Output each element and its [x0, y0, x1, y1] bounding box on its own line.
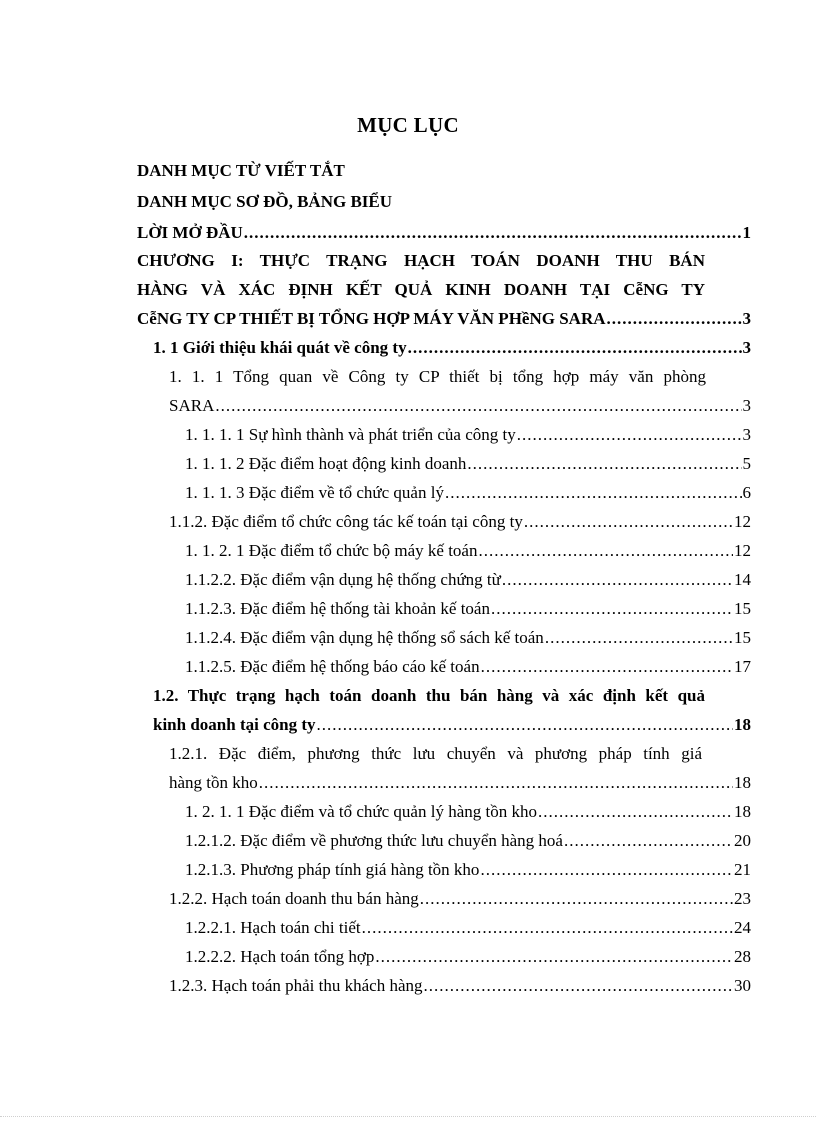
toc-page-number: 15	[734, 628, 751, 647]
toc-entry-text: DANH MỤC SƠ ĐỒ, BẢNG BIỂU	[137, 192, 393, 211]
toc-page-number: 6	[742, 483, 751, 502]
toc-leader	[480, 857, 733, 883]
toc-entry[interactable]	[169, 509, 751, 535]
toc-page-number: 3	[742, 338, 751, 357]
toc-leader	[244, 220, 742, 246]
toc-entry-text: SARA	[169, 396, 215, 415]
toc-entry[interactable]	[185, 451, 751, 477]
toc-leader	[491, 596, 733, 622]
toc-entry-text: 1.1.2.3. Đặc điểm hệ thống tài khoản kế toán	[185, 599, 490, 618]
toc-entry[interactable]	[169, 393, 751, 419]
toc-leader	[545, 625, 733, 651]
toc-entry[interactable]	[185, 799, 751, 825]
toc-entry-text: 1.2.3. Hạch toán phải thu khách hàng	[169, 976, 423, 995]
toc-page-number: 23	[734, 889, 751, 908]
toc-entry-text: 1. 1. 1. 1 Sự hình thành và phát triển của công ty	[185, 425, 516, 444]
toc-entry[interactable]	[137, 158, 751, 184]
toc-entry[interactable]	[137, 306, 751, 332]
toc-leader	[524, 509, 733, 535]
toc-entry[interactable]	[185, 915, 751, 941]
toc-page-number: 18	[734, 773, 751, 792]
toc-page-number: 1	[742, 223, 751, 242]
toc-entry-text: 1.2.1.2. Đặc điểm về phương thức lưu chuyển hàng hoá	[185, 831, 563, 850]
toc-entry[interactable]	[169, 364, 706, 390]
toc-page-number: 18	[734, 802, 751, 821]
toc-entry-text: LỜI MỞ ĐẦU	[137, 223, 243, 242]
toc-entry-text: 1.1.2. Đặc điểm tổ chức công tác kế toán tại công ty	[169, 512, 523, 531]
toc-leader	[408, 335, 742, 361]
toc-page-number: 12	[734, 541, 751, 560]
toc-entry[interactable]	[169, 973, 751, 999]
toc-page-number: 3	[742, 425, 751, 444]
toc-entry-text: DANH MỤC TỪ VIẾT TẮT	[137, 161, 345, 180]
toc-entry[interactable]	[185, 596, 751, 622]
toc-entry[interactable]	[137, 277, 705, 303]
toc-page-number: 3	[742, 396, 751, 415]
toc-page-number: 3	[742, 309, 751, 328]
toc-leader	[481, 654, 733, 680]
toc-entry-text: 1.2.2. Hạch toán doanh thu bán hàng	[169, 889, 419, 908]
toc-leader	[445, 480, 742, 506]
toc-entry-text: hàng tồn kho	[169, 773, 258, 792]
toc-leader	[467, 451, 741, 477]
toc-leader	[502, 567, 733, 593]
toc-entry[interactable]	[185, 480, 751, 506]
toc-entry-text: 1.2. Thực trạng hạch toán doanh thu bán hàng và xác định kết quả	[153, 686, 705, 705]
toc-entry[interactable]	[185, 538, 751, 564]
toc-page-number: 15	[734, 599, 751, 618]
toc-leader	[215, 393, 741, 419]
toc-entry[interactable]	[185, 422, 751, 448]
toc-page-number: 28	[734, 947, 751, 966]
toc-entry[interactable]	[185, 654, 751, 680]
toc-entry[interactable]	[185, 625, 751, 651]
toc-entry-text: 1.2.1.3. Phương pháp tính giá hàng tồn kho	[185, 860, 480, 879]
toc-page-number: 18	[734, 715, 751, 734]
toc-leader	[424, 973, 733, 999]
toc-page-number: 17	[734, 657, 751, 676]
toc-entry-text: 1.2.1. Đặc điểm, phương thức lưu chuyển và phương pháp tính giá	[169, 744, 702, 763]
toc-leader	[420, 886, 733, 912]
toc-entry-text: 1. 2. 1. 1 Đặc điểm và tổ chức quản lý hàng tồn kho	[185, 802, 537, 821]
toc-entry-text: 1.1.2.4. Đặc điểm vận dụng hệ thống sổ sách kế toán	[185, 628, 544, 647]
toc-page-number: 5	[742, 454, 751, 473]
toc-entry-text: 1. 1. 1. 3 Đặc điểm về tổ chức quản lý	[185, 483, 444, 502]
toc-entry[interactable]	[185, 857, 751, 883]
page-title: MỤC LỤC	[357, 113, 459, 137]
toc-leader	[517, 422, 742, 448]
toc-leader	[375, 944, 733, 970]
toc-entry-text: 1. 1. 1. 2 Đặc điểm hoạt động kinh doanh	[185, 454, 467, 473]
toc-page-number: 14	[734, 570, 751, 589]
toc-entry[interactable]	[169, 770, 751, 796]
toc-leader	[564, 828, 733, 854]
toc-entry-text: 1.1.2.2. Đặc điểm vận dụng hệ thống chứng từ	[185, 570, 501, 589]
toc-entry[interactable]	[169, 741, 702, 767]
toc-entry[interactable]	[137, 248, 705, 274]
toc-entry-text: CHƯƠNG I: THỰC TRẠNG HẠCH TOÁN DOANH THU BÁN	[137, 251, 705, 270]
page-bottom-divider	[0, 1116, 816, 1117]
toc-entry-text: 1.2.2.2. Hạch toán tổng hợp	[185, 947, 375, 966]
toc-entry[interactable]	[137, 189, 751, 215]
toc-page-number: 24	[734, 918, 751, 937]
toc-entry-text: 1. 1. 2. 1 Đặc điểm tổ chức bộ máy kế toán	[185, 541, 478, 560]
toc-entry[interactable]	[153, 335, 751, 361]
toc-entry[interactable]	[185, 944, 751, 970]
toc-entry[interactable]	[153, 712, 751, 738]
toc-entry[interactable]	[169, 886, 751, 912]
toc-entry[interactable]	[185, 828, 751, 854]
toc-page-number: 30	[734, 976, 751, 995]
toc-leader	[538, 799, 733, 825]
toc-entry-text: kinh doanh tại công ty	[153, 715, 316, 734]
toc-page-number: 20	[734, 831, 751, 850]
toc-entry-text: 1.1.2.5. Đặc điểm hệ thống báo cáo kế toán	[185, 657, 480, 676]
toc-entry-text: 1. 1 Giới thiệu khái quát về công ty	[153, 338, 407, 357]
toc-entry-text: 1.2.2.1. Hạch toán chi tiết	[185, 918, 361, 937]
toc-leader	[607, 306, 742, 332]
toc-entry-text: HÀNG VÀ XÁC ĐỊNH KẾT QUẢ KINH DOANH TẠI CễNG TY	[137, 280, 705, 299]
toc-leader	[362, 915, 733, 941]
toc-entry[interactable]	[137, 220, 751, 246]
toc-leader	[317, 712, 734, 738]
toc-page-number: 21	[734, 860, 751, 879]
toc-entry[interactable]	[185, 567, 751, 593]
toc-entry[interactable]	[153, 683, 705, 709]
toc-entry-text: 1. 1. 1 Tổng quan về Công ty CP thiết bị tổng hợp máy văn phòng	[169, 367, 706, 386]
toc-leader	[259, 770, 733, 796]
toc-leader	[478, 538, 733, 564]
toc-page-number: 12	[734, 512, 751, 531]
toc-entry-text: CễNG TY CP THIẾT BỊ TỔNG HỢP MÁY VĂN PHềNG SARA	[137, 309, 606, 328]
